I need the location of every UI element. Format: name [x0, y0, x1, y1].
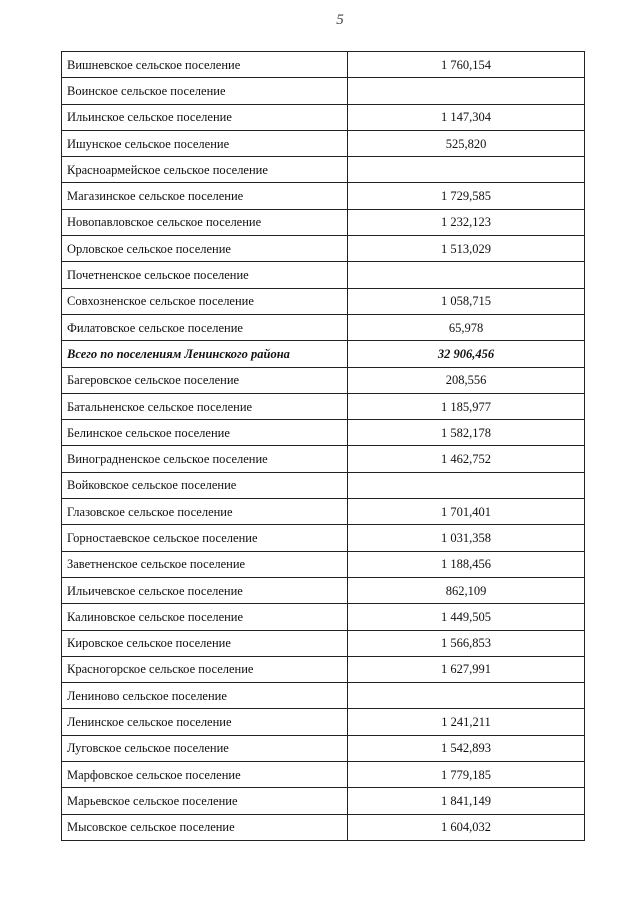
settlements-table [61, 51, 585, 841]
settlement-value: 1 604,032 [348, 814, 585, 840]
settlement-value: 525,820 [348, 130, 585, 156]
settlement-value: 208,556 [348, 367, 585, 393]
settlement-name: Лениново сельское поселение [62, 683, 348, 709]
settlement-name: Виноградненское сельское поселение [62, 446, 348, 472]
settlement-name: Ильичевское сельское поселение [62, 577, 348, 603]
settlement-value: 1 449,505 [348, 604, 585, 630]
table-row [62, 314, 585, 340]
settlement-name: Новопавловское сельское поселение [62, 209, 348, 235]
table-row [62, 393, 585, 419]
settlement-value: 862,109 [348, 577, 585, 603]
table-row [62, 130, 585, 156]
table-body [62, 52, 585, 841]
table-row [62, 499, 585, 525]
settlement-name: Совхозненское сельское поселение [62, 288, 348, 314]
settlement-value: 1 542,893 [348, 735, 585, 761]
total-value: 32 906,456 [348, 341, 585, 367]
table-row [62, 551, 585, 577]
table-row [62, 525, 585, 551]
settlement-name: Мысовское сельское поселение [62, 814, 348, 840]
settlement-name: Кировское сельское поселение [62, 630, 348, 656]
settlement-name: Воинское сельское поселение [62, 78, 348, 104]
settlement-name: Марьевское сельское поселение [62, 788, 348, 814]
settlement-value: 1 147,304 [348, 104, 585, 130]
settlement-name: Вишневское сельское поселение [62, 52, 348, 78]
table-row [62, 236, 585, 262]
settlement-name: Ишунское сельское поселение [62, 130, 348, 156]
settlement-name: Ленинское сельское поселение [62, 709, 348, 735]
table-row [62, 52, 585, 78]
settlement-value: 1 513,029 [348, 236, 585, 262]
page-number: 5 [336, 12, 344, 28]
settlement-name: Марфовское сельское поселение [62, 762, 348, 788]
settlement-name: Почетненское сельское поселение [62, 262, 348, 288]
settlement-value: 1 779,185 [348, 762, 585, 788]
table-row [62, 157, 585, 183]
settlement-value: 1 031,358 [348, 525, 585, 551]
table-row [62, 709, 585, 735]
settlement-value: 1 188,456 [348, 551, 585, 577]
settlement-value [348, 157, 585, 183]
settlement-name: Магазинское сельское поселение [62, 183, 348, 209]
total-label: Всего по поселениям Ленинского района [62, 341, 348, 367]
settlement-value [348, 472, 585, 498]
total-row [62, 341, 585, 367]
settlement-name: Горностаевское сельское поселение [62, 525, 348, 551]
settlement-value: 1 462,752 [348, 446, 585, 472]
settlement-value [348, 683, 585, 709]
settlement-name: Красноармейское сельское поселение [62, 157, 348, 183]
table-row [62, 788, 585, 814]
settlement-name: Ильинское сельское поселение [62, 104, 348, 130]
settlement-name: Луговское сельское поселение [62, 735, 348, 761]
table-row [62, 209, 585, 235]
settlement-value: 1 760,154 [348, 52, 585, 78]
settlement-value: 1 185,977 [348, 393, 585, 419]
settlement-value: 1 566,853 [348, 630, 585, 656]
table-row [62, 262, 585, 288]
settlement-name: Глазовское сельское поселение [62, 499, 348, 525]
table-row [62, 367, 585, 393]
table-row [62, 78, 585, 104]
settlement-value [348, 262, 585, 288]
table-row [62, 762, 585, 788]
settlement-name: Багеровское сельское поселение [62, 367, 348, 393]
table-row [62, 288, 585, 314]
settlement-value: 65,978 [348, 314, 585, 340]
table-row [62, 183, 585, 209]
settlement-name: Калиновское сельское поселение [62, 604, 348, 630]
settlement-name: Филатовское сельское поселение [62, 314, 348, 340]
settlement-name: Войковское сельское поселение [62, 472, 348, 498]
settlement-value: 1 582,178 [348, 420, 585, 446]
settlement-name: Орловское сельское поселение [62, 236, 348, 262]
settlement-value: 1 729,585 [348, 183, 585, 209]
settlement-name: Батальненское сельское поселение [62, 393, 348, 419]
table-row [62, 604, 585, 630]
settlement-value: 1 232,123 [348, 209, 585, 235]
table-row [62, 630, 585, 656]
settlement-value: 1 627,991 [348, 656, 585, 682]
table-row [62, 472, 585, 498]
table-row [62, 104, 585, 130]
settlement-name: Красногорское сельское поселение [62, 656, 348, 682]
table-row [62, 683, 585, 709]
table-row [62, 420, 585, 446]
settlement-value: 1 841,149 [348, 788, 585, 814]
table-row [62, 446, 585, 472]
table-row [62, 735, 585, 761]
settlement-value: 1 701,401 [348, 499, 585, 525]
table-row [62, 656, 585, 682]
settlement-name: Белинское сельское поселение [62, 420, 348, 446]
table-row [62, 814, 585, 840]
settlement-value: 1 241,211 [348, 709, 585, 735]
settlement-name: Заветненское сельское поселение [62, 551, 348, 577]
settlement-value: 1 058,715 [348, 288, 585, 314]
settlement-value [348, 78, 585, 104]
table-row [62, 577, 585, 603]
